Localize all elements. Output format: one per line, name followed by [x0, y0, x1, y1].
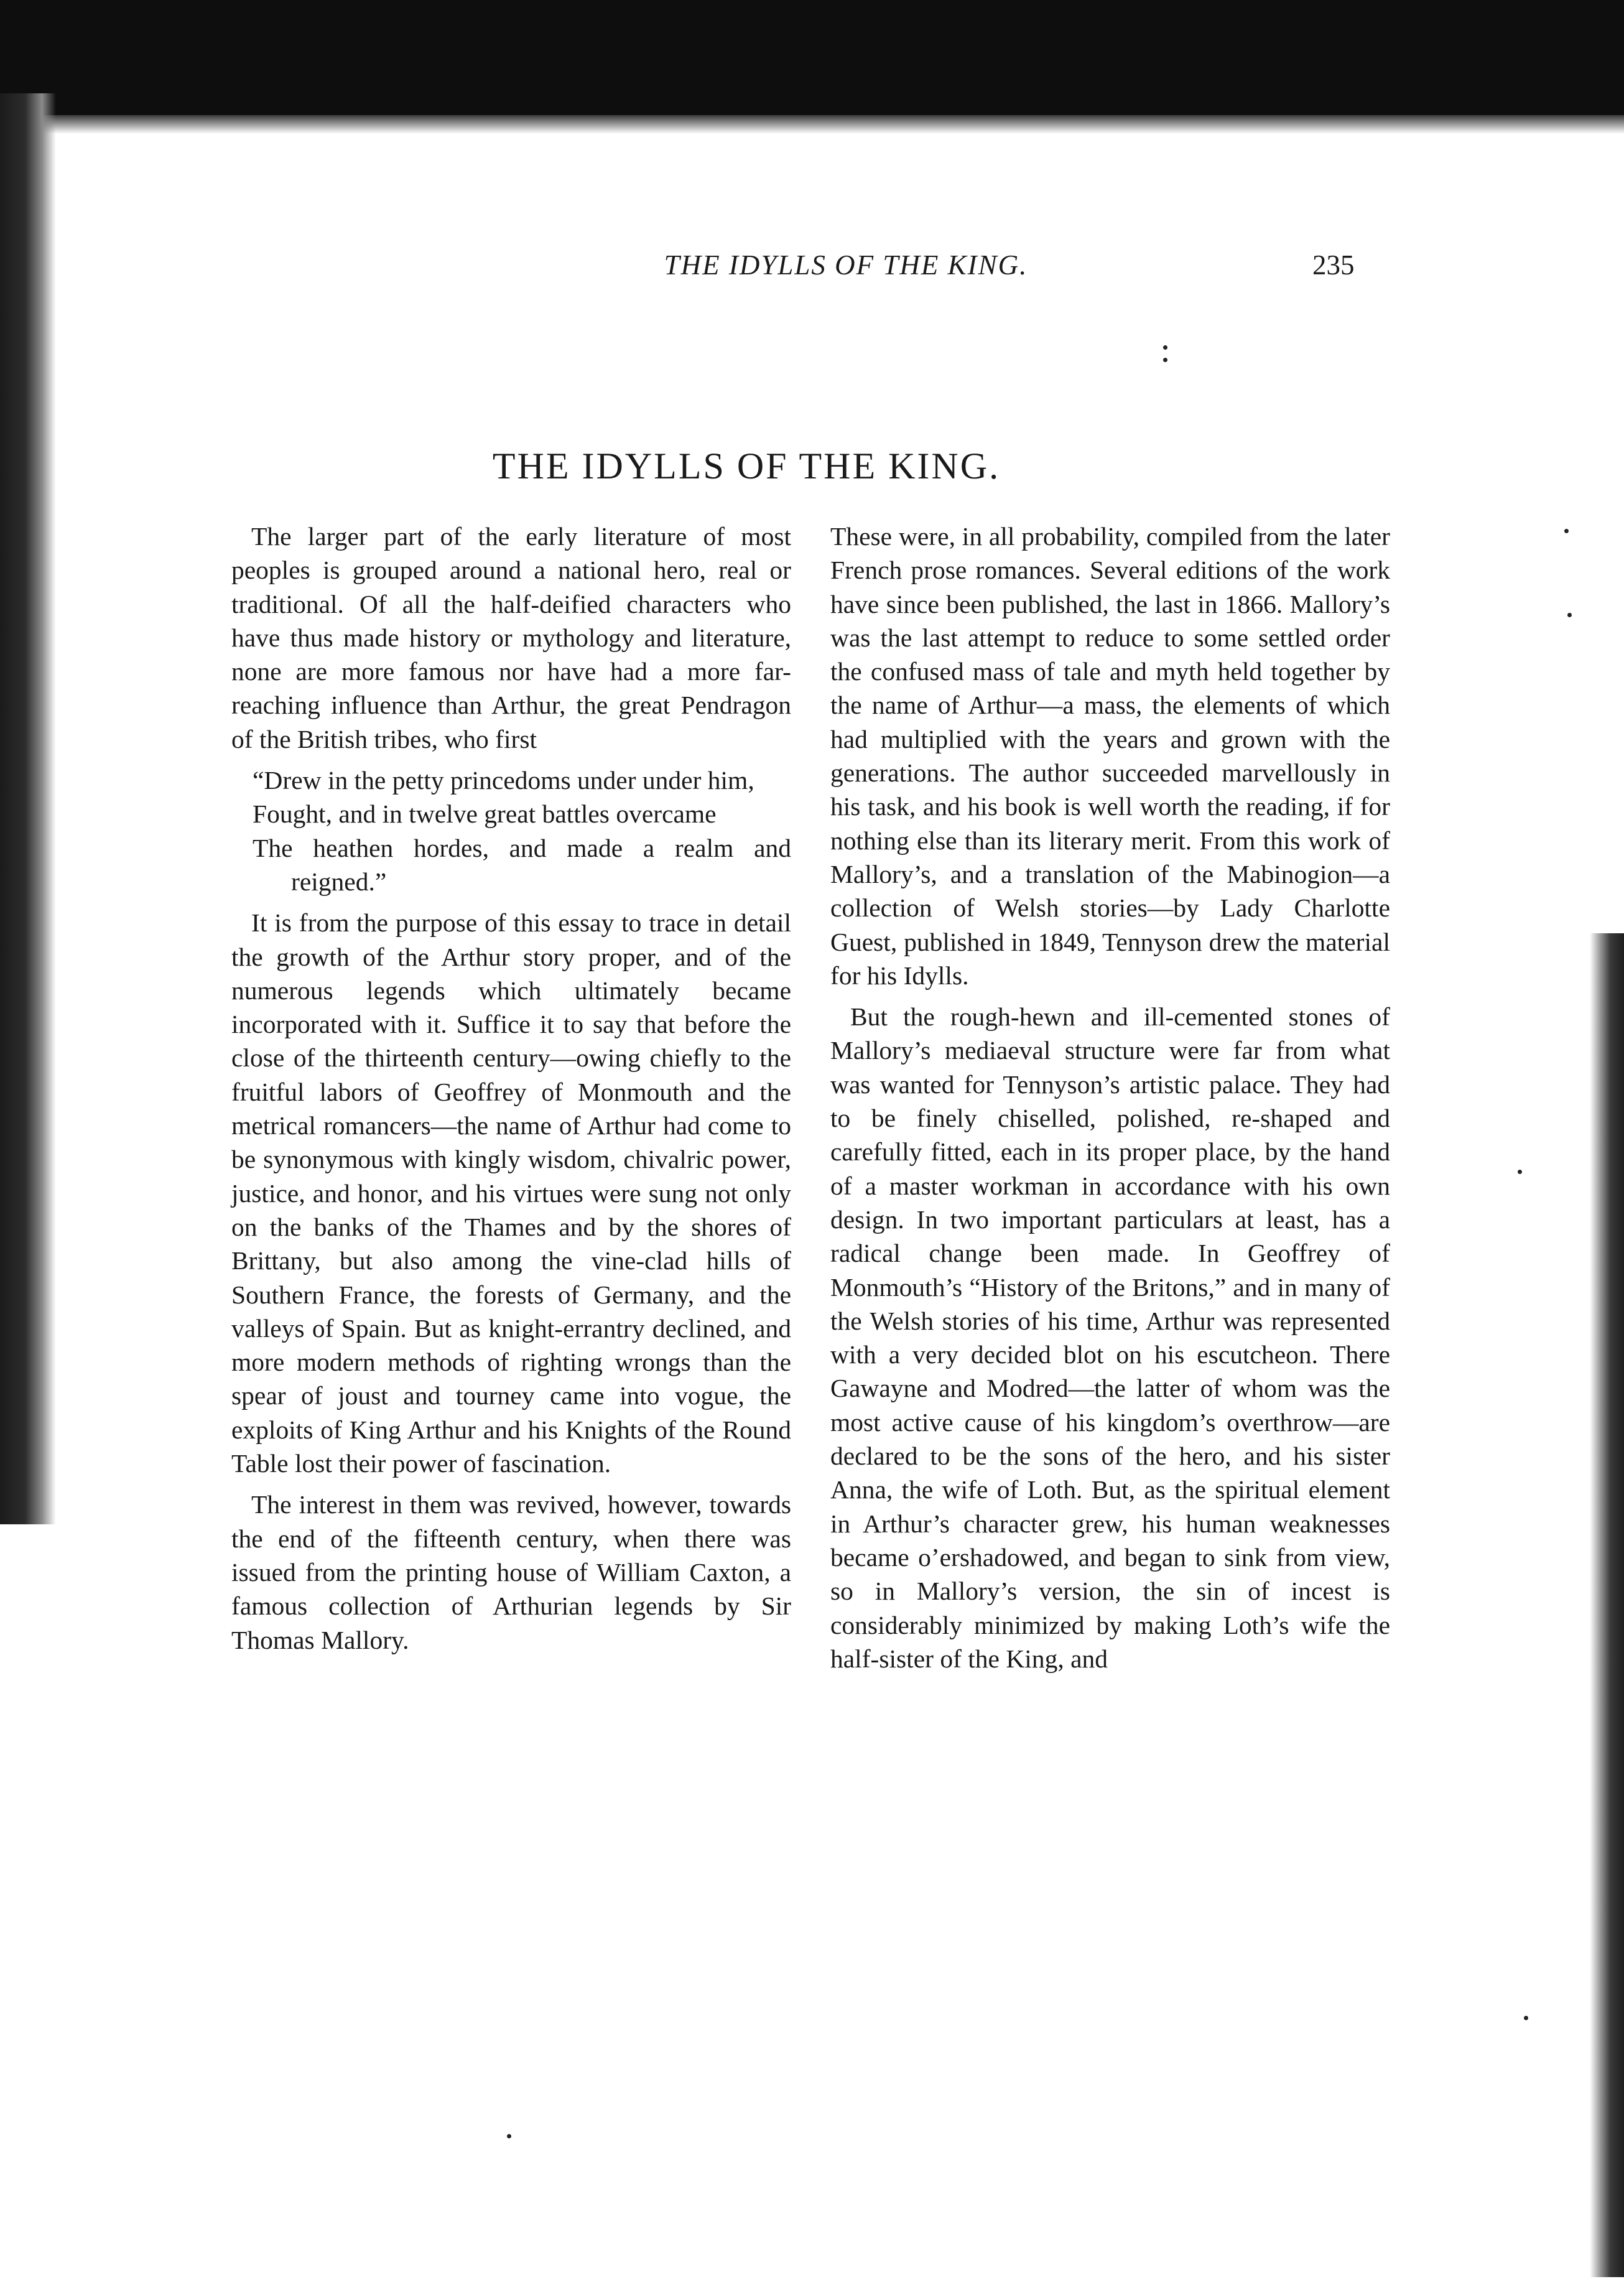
scan-speck: [1518, 1170, 1522, 1174]
verse-line: “Drew in the petty princedoms under under him,: [253, 766, 754, 795]
verse-line: Fought, and in twelve great battles overcame: [253, 799, 717, 829]
scan-border-fade: [0, 115, 1624, 134]
scan-dark-border-left: [0, 93, 56, 1524]
page-number: 235: [1312, 249, 1355, 281]
paragraph: But the rough-hewn and ill-cemented stones of Mallory’s mediaeval structure were far from what was wanted for Tennyson’s artistic palace. They had to be finely chiselled, polished, re-shaped and carefully fitted, each in its proper place, by the hand of a master workman in accordance with his own design. In two important particulars at least, has a radical change been made. In Geoffrey of Monmouth’s “History of the Britons,” and in many of the Welsh stories of his time, Arthur was represented with a very decided blot on his escutcheon. There Gawayne and Modred—the latter of whom was the most active cause of his kingdom’s overthrow—are declared to be the sons of the hero, and his sister Anna, the wife of Loth. But, as the spiritual element in Arthur’s character grew, his human weaknesses became o’ershadowed, and began to sink from view, so in Mallory’s version, the sin of incest is considerably minimized by making Loth’s wife the half-sister of the King, and: [830, 1002, 1390, 1673]
verse-line: The heathen hordes, and made a realm and reigned.”: [253, 833, 791, 896]
paragraph: It is from the purpose of this essay to trace in detail the growth of the Arthur story proper, and of the numerous legends which ultimately became incorporated with it. Suffice it to say that before the close of the thirteenth century—owing chiefly to the fruitful labors of Geoffrey of Monmouth and the metrical romancers—the name of Arthur had come to be synonymous with kingly wisdom, chivalric power, justice, and honor, and his virtues were sung not only on the banks of the Thames and by the shores of Brittany, but also among the vine-clad hills of Southern France, the forests of Germany, and the valleys of Spain. But as knight-errantry declined, and more modern methods of righting wrongs than the spear of joust and tourney came into vogue, the exploits of King Arthur and his Knights of the Round Table lost their power of fascination.: [231, 908, 791, 1478]
scan-speck: [1163, 358, 1167, 362]
paragraph: These were, in all probability, compiled from the later French prose romances. Several editions of the work have since been published, the last in 1866. Mallory’s was the last attempt to reduce to some settled order the confused mass of tale and myth held together by the name of Arthur—a mass, the elements of which had multiplied with the years and grown with the generations. The author succeeded marvellously in his task, and his book is well worth the reading, if for nothing else than its literary merit. From this work of Mallory’s, and a translation of the Mabinogion—a collection of Welsh stories—by Lady Charlotte Guest, published in 1849, Tennyson drew the material for his Idylls.: [830, 522, 1390, 990]
scan-dark-border-top: [0, 0, 1624, 115]
scan-speck: [1564, 529, 1569, 533]
verse-quotation: [231, 763, 791, 898]
scan-speck: [507, 2134, 511, 2138]
paragraph: The larger part of the early literature of most peoples is grouped around a national hero, real or traditional. Of all the half-deified characters who have thus made history or mythology and literature, none are more famous nor have had a more far-reaching influence than Arthur, the great Pendragon of the British tribes, who first: [231, 522, 791, 753]
scan-dark-border-right: [1590, 933, 1624, 2277]
scan-speck: [1163, 345, 1167, 350]
scan-speck: [1524, 2016, 1528, 2020]
paragraph: The interest in them was revived, however, towards the end of the fifteenth century, when there was issued from the printing house of William Caxton, a famous collection of Arthurian legends by Sir Thomas Mallory.: [231, 1490, 791, 1654]
right-column: [830, 520, 1390, 1683]
scan-speck: [1567, 613, 1572, 617]
left-column: [231, 520, 791, 1664]
article-title: THE IDYLLS OF THE KING.: [492, 445, 1001, 487]
running-head: THE IDYLLS OF THE KING.: [664, 249, 1028, 281]
